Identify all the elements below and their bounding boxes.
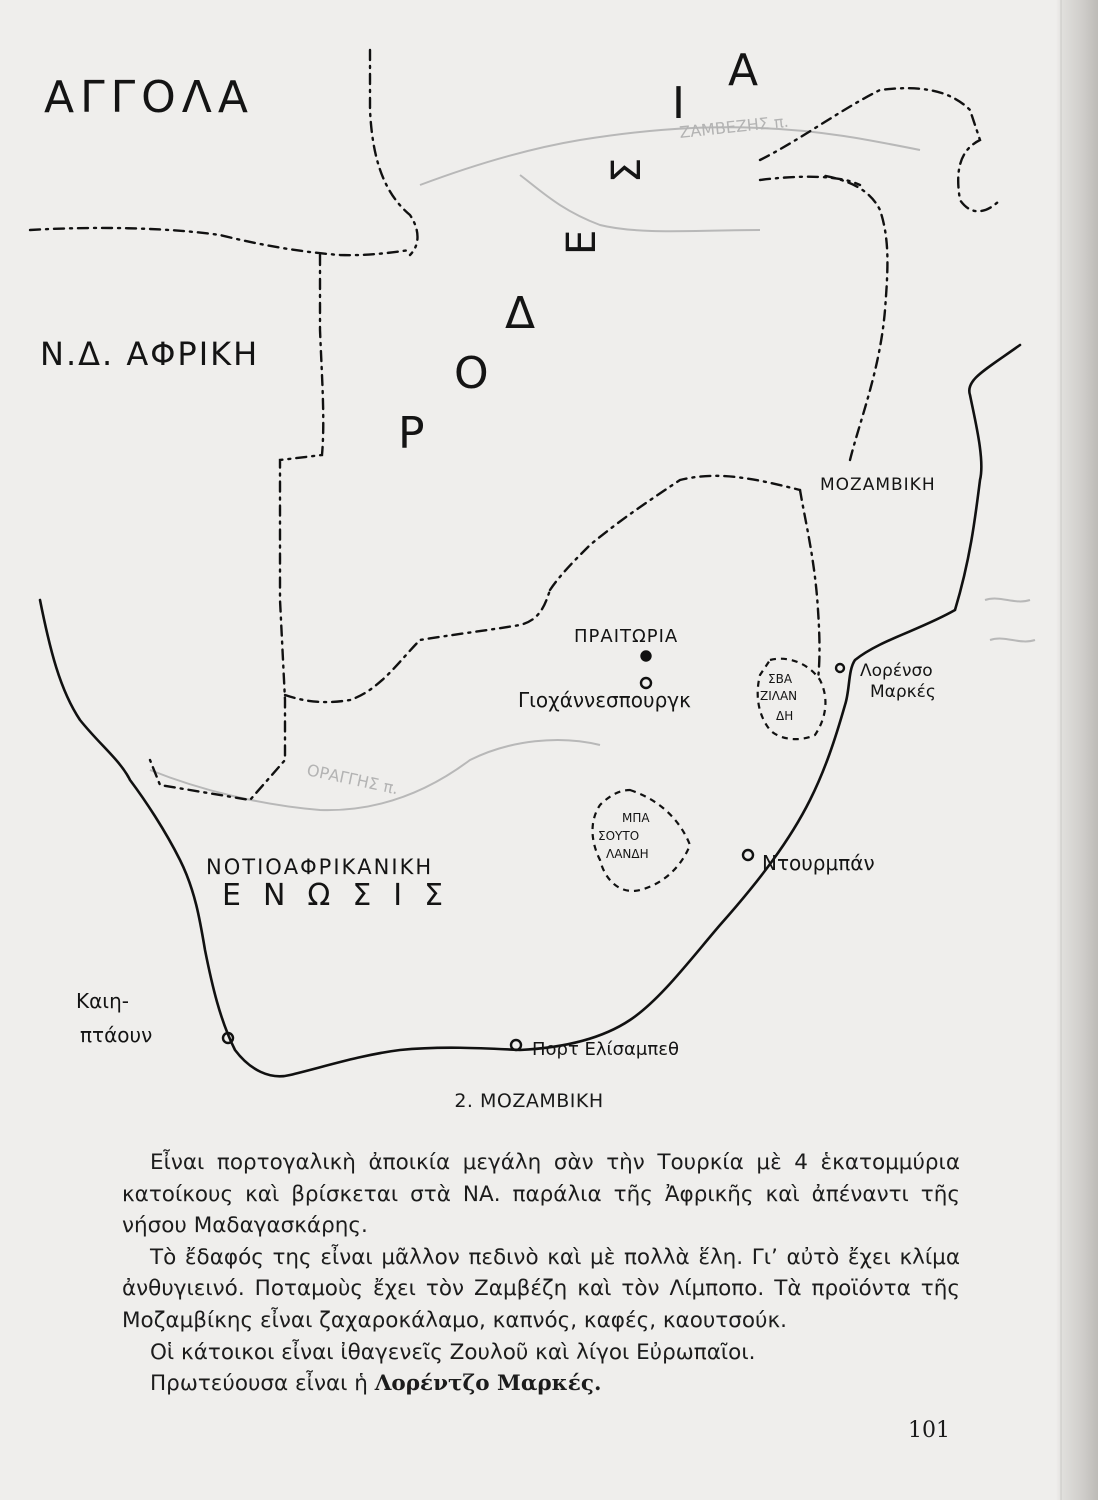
label-swaziland-3: ΔΗ (776, 709, 794, 723)
ocean-wave-1 (985, 599, 1030, 602)
label-rhodesia-5: Σ (604, 157, 650, 183)
label-orange-river: ΟΡΑΓΓΗΣ π. (305, 760, 401, 799)
label-basutoland-1: ΜΠΑ (622, 811, 650, 825)
label-union-sa-2: ΕΝΩΣΙΣ (222, 878, 466, 913)
label-rhodesia-1: Ρ (398, 408, 425, 459)
label-rhodesia-6: Ι (672, 78, 685, 129)
label-cape-town-1: Καιη- (76, 989, 129, 1013)
label-rhodesia-4: Ε (559, 229, 605, 255)
paragraph-2: Τὸ ἔδαφός της εἶναι μᾶλλον πεδινὸ καὶ μὲ πολλὰ ἕλη. Γι’ αὐτὸ ἔχει κλίμα ἀνθυγιεινό. Ποταμοὺς ἔχει τὸν Ζαμβέζη καὶ τὸν Λίμποπο. Τὰ προϊόντα τῆς Μοζαμβίκης εἶναι ζαχαροκάλαμο, καπνός, καφές, καουτσούκ. (122, 1244, 960, 1333)
zambia-north-border (760, 88, 1000, 211)
label-swaziland-2: ΖΙΛΑΝ (760, 689, 798, 703)
ocean-wave-2 (990, 639, 1035, 642)
label-basutoland-2: ΣΟΥΤΟ (598, 829, 640, 843)
label-rhodesia-7: Α (728, 45, 759, 96)
angola-border-east (370, 50, 418, 255)
label-basutoland-3: ΛΑΝΔΗ (606, 847, 649, 861)
botswana-south-border (285, 590, 550, 702)
paragraph-1: Εἶναι πορτογαλικὴ ἀποικία μεγάλη σὰν τὴν Τουρκία μὲ 4 ἑκατομμύρια κατοίκους καὶ βρίσκεται στὰ ΝΑ. παράλια τῆς Ἀφρικῆς καὶ ἀπέναντι τῆς νήσου Μαδαγασκάρης. (122, 1150, 960, 1239)
rhodesia-east-border (820, 175, 887, 460)
rhodesia-north-border (760, 177, 860, 185)
label-rhodesia-2: Ο (454, 348, 489, 399)
paragraph-capital (122, 1368, 960, 1400)
label-mozambique: ΜΟΖΑΜΒΙΚΗ (820, 475, 936, 495)
capital-name: Λορέντζο Μαρκές. (374, 1371, 602, 1397)
capital-prefix: Πρωτεύουσα εἶναι ἡ (150, 1371, 375, 1397)
mozambique-inner-border (800, 490, 820, 680)
label-marques: Μαρκές (870, 682, 936, 702)
label-durban: Ντουρμπάν (762, 851, 875, 875)
angola-namibia-border (30, 228, 410, 255)
label-rhodesia-3: Δ (505, 288, 536, 339)
lourenco-marques-marker (836, 664, 844, 672)
pretoria-marker (642, 652, 651, 661)
body-text (122, 1147, 960, 1400)
label-sw-africa: Ν.Δ. ΑΦΡΙΚΗ (40, 335, 260, 373)
transvaal-north-border (550, 476, 800, 590)
port-elizabeth-marker (511, 1040, 521, 1050)
paragraph-3: Οἱ κάτοικοι εἶναι ἰθαγενεῖς Ζουλοῦ καὶ λίγοι Εὐρωπαῖοι. (150, 1339, 756, 1365)
label-port-elizabeth: Πορτ Ελίσαμπεθ (532, 1039, 679, 1060)
label-angola: ΑΓΓΟΛΑ (44, 72, 254, 123)
political-borders (30, 50, 1000, 800)
durban-marker (743, 850, 753, 860)
label-lourenco: Λορένσο (860, 661, 933, 681)
label-swaziland-1: ΣΒΑ (768, 672, 793, 686)
page-number: 101 (908, 1418, 950, 1443)
label-pretoria: ΠΡΑΙΤΩΡΙΑ (574, 626, 679, 647)
label-zambezi: ΖΑΜΒΕΖΗΣ π. (678, 111, 790, 142)
label-johannesburg: Γιοχάννεσπουργκ (518, 688, 691, 712)
label-union-sa-1: ΝΟΤΙΟΑΦΡΙΚΑΝΙΚΗ (206, 855, 434, 879)
johannesburg-marker (641, 678, 651, 688)
map-caption: 2. ΜΟΖΑΜΒΙΚΗ (454, 1090, 604, 1112)
zambezi-river (420, 127, 920, 185)
label-cape-town-2: πτάουν (80, 1023, 153, 1047)
